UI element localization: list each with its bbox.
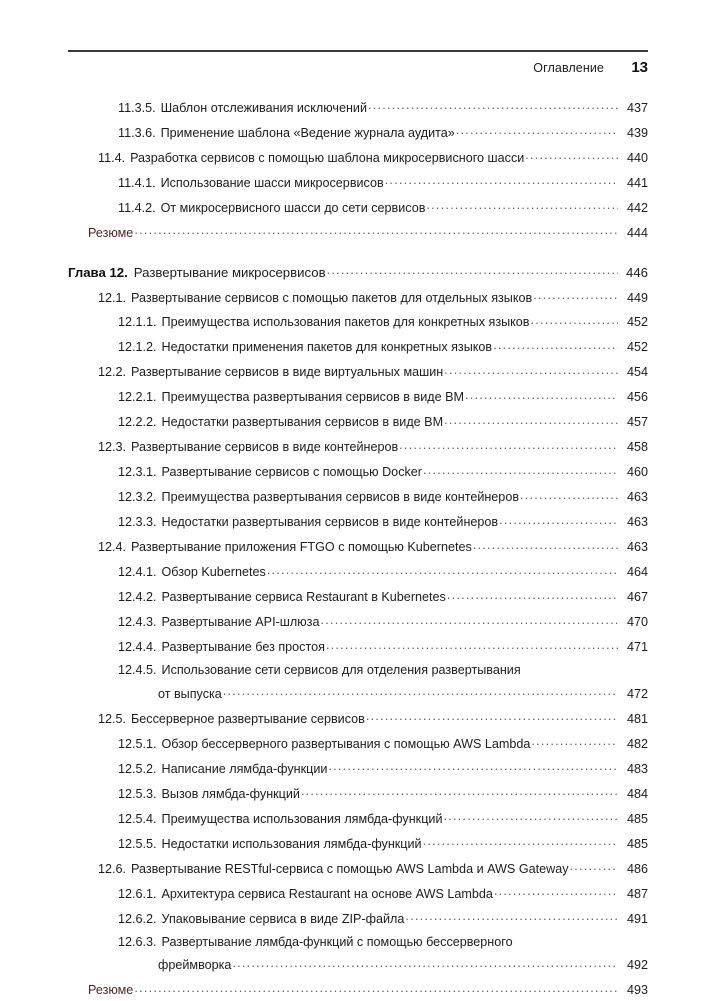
toc-leader-dots xyxy=(232,957,618,969)
toc-page-number: 452 xyxy=(626,315,648,330)
toc-entry-label: Разработка сервисов с помощью шаблона микросервисного шасси xyxy=(130,150,525,165)
toc-entry[interactable] xyxy=(118,339,648,364)
toc-summary-entry[interactable] xyxy=(88,982,648,1001)
toc-page-number: 441 xyxy=(626,175,648,190)
toc-entry[interactable] xyxy=(118,886,648,911)
toc-leader-dots xyxy=(447,589,618,601)
toc-entry-label: Упаковывание сервиса в виде ZIP-файла xyxy=(161,911,405,926)
toc-page-number: 484 xyxy=(626,786,648,801)
toc-leader-dots xyxy=(405,911,618,923)
toc-entry-number: 12.4.5. xyxy=(118,663,157,678)
toc-page-number: 456 xyxy=(626,390,648,405)
table-of-contents-list xyxy=(0,100,709,1001)
toc-entry-number: 12.3.3. xyxy=(118,515,157,530)
toc-entry[interactable] xyxy=(98,861,648,886)
header-title: Оглавление xyxy=(533,61,604,75)
toc-entry[interactable] xyxy=(118,564,648,589)
toc-entry-line-2 xyxy=(118,957,648,972)
toc-entry-number: 12.3.2. xyxy=(118,490,157,505)
toc-entry-label: Резюме xyxy=(88,225,134,240)
toc-entry-number: 12.2.2. xyxy=(118,415,157,430)
toc-entry-label: Развертывание без простоя xyxy=(161,640,325,655)
toc-leader-dots xyxy=(320,614,618,626)
toc-entry-number: 12.5.5. xyxy=(118,836,157,851)
toc-entry-number: 12.4.3. xyxy=(118,615,157,630)
toc-entry[interactable] xyxy=(118,489,648,514)
toc-entry-label: Преимущества использования лямбда-функций xyxy=(161,811,443,826)
toc-entry-number: 11.4.1. xyxy=(118,175,156,190)
toc-leader-dots xyxy=(368,100,618,112)
toc-page-number: 440 xyxy=(626,150,648,165)
toc-page-number: 458 xyxy=(626,440,648,455)
toc-entry-number: 12.2.1. xyxy=(118,390,157,405)
toc-entry-label: Недостатки развертывания сервисов в виде ВМ xyxy=(161,415,444,430)
toc-leader-dots xyxy=(301,786,618,798)
toc-page-number: 463 xyxy=(626,490,648,505)
toc-entry[interactable] xyxy=(118,414,648,439)
toc-entry-label: Развертывание лямбда-функций с помощью бессерверного xyxy=(161,934,513,949)
header-line xyxy=(68,59,648,76)
toc-page-number: 491 xyxy=(626,911,648,926)
toc-entry-label: Вызов лямбда-функций xyxy=(161,786,300,801)
toc-entry-label: Преимущества развертывания сервисов в виде ВМ xyxy=(161,390,464,405)
toc-entry-label: Использование сети сервисов для отделения развертывания xyxy=(161,663,521,678)
toc-leader-dots xyxy=(385,175,618,187)
toc-page-number: 483 xyxy=(626,761,648,776)
toc-entry-label: Развертывание RESTful-сервиса с помощью AWS Lambda и AWS Gateway xyxy=(131,861,569,876)
toc-entry-label: Развертывание микросервисов xyxy=(133,264,326,280)
toc-entry[interactable] xyxy=(118,811,648,836)
toc-entry-number: 11.4.2. xyxy=(118,200,156,215)
toc-entry-number: 12.6.2. xyxy=(118,911,157,926)
toc-page-number: 481 xyxy=(626,711,648,726)
toc-entry-label: Развертывание приложения FTGO с помощью Kubernetes xyxy=(131,540,472,555)
toc-leader-dots xyxy=(493,339,618,351)
toc-leader-dots xyxy=(456,125,618,137)
toc-entry-number: 12.1.2. xyxy=(118,340,157,355)
toc-leader-dots xyxy=(366,711,618,723)
toc-entry-number: 12.4.1. xyxy=(118,565,157,580)
toc-entry-number: 12.3. xyxy=(98,440,127,455)
toc-entry[interactable] xyxy=(98,150,648,175)
toc-entry-label: Использование шасси микросервисов xyxy=(160,175,384,190)
toc-entry-label: Обзор бессерверного развертывания с помощью AWS Lambda xyxy=(161,736,531,751)
toc-entry-line-1 xyxy=(118,936,648,958)
toc-entry-number: 12.1.1. xyxy=(118,315,157,330)
toc-page-number: 457 xyxy=(626,415,648,430)
toc-leader-dots xyxy=(326,639,618,651)
toc-entry-number: 12.6.3. xyxy=(118,934,157,949)
toc-summary-entry[interactable] xyxy=(88,225,648,250)
toc-entry-number: 12.4.2. xyxy=(118,590,157,605)
toc-page-number: 467 xyxy=(626,590,648,605)
toc-leader-dots xyxy=(531,314,618,326)
toc-leader-dots xyxy=(426,200,618,212)
toc-entry[interactable] xyxy=(118,639,648,664)
toc-entry[interactable] xyxy=(118,200,648,225)
toc-leader-dots xyxy=(520,489,618,501)
toc-leader-dots xyxy=(399,439,618,451)
toc-leader-dots xyxy=(423,836,618,848)
toc-page-number: 492 xyxy=(626,958,648,973)
toc-leader-dots xyxy=(444,364,618,376)
toc-leader-dots xyxy=(267,564,618,576)
toc-entry-number: 12.4.4. xyxy=(118,640,157,655)
toc-page-number: 486 xyxy=(626,861,648,876)
toc-entry[interactable] xyxy=(118,100,648,125)
toc-page-number: 485 xyxy=(626,836,648,851)
toc-entry[interactable] xyxy=(98,290,648,315)
toc-page-number: 449 xyxy=(626,290,648,305)
toc-page-number: 472 xyxy=(626,686,648,701)
toc-entry-label: Преимущества использования пакетов для конкретных языков xyxy=(161,315,530,330)
toc-entry-label: Развертывание сервисов с помощью пакетов для отдельных языков xyxy=(131,290,533,305)
toc-leader-dots xyxy=(134,225,618,237)
toc-entry[interactable] xyxy=(118,664,648,711)
toc-leader-dots xyxy=(444,414,618,426)
toc-entry-label: от выпуска xyxy=(158,686,222,701)
toc-page-number: 482 xyxy=(626,736,648,751)
toc-leader-dots xyxy=(525,150,618,162)
toc-entry[interactable] xyxy=(118,175,648,200)
toc-entry-label: Архитектура сервиса Restaurant на основе AWS Lambda xyxy=(161,886,493,901)
toc-page-number: 485 xyxy=(626,811,648,826)
toc-entry-number: 12.5.3. xyxy=(118,786,157,801)
toc-entry[interactable] xyxy=(98,364,648,389)
toc-entry[interactable] xyxy=(118,911,648,936)
toc-page-number: 460 xyxy=(626,465,648,480)
header-page-number: 13 xyxy=(631,59,648,76)
toc-entry-label: Развертывание API-шлюза xyxy=(161,615,320,630)
toc-entry-number: 12.5.2. xyxy=(118,761,157,776)
running-header xyxy=(68,50,648,76)
toc-entry-number: 12.6. xyxy=(98,861,127,876)
toc-entry-label: Применение шаблона «Ведение журнала аудита» xyxy=(160,125,455,140)
toc-entry-number: Глава 12. xyxy=(68,264,128,280)
toc-entry[interactable] xyxy=(118,614,648,639)
toc-page-number: 452 xyxy=(626,340,648,355)
toc-leader-dots xyxy=(473,539,618,551)
toc-entry-label: Недостатки развертывания сервисов в виде контейнеров xyxy=(161,515,499,530)
toc-entry-label: Бессерверное развертывание сервисов xyxy=(131,711,365,726)
toc-entry-number: 11.3.5. xyxy=(118,101,156,115)
toc-entry-label: Написание лямбда-функции xyxy=(161,761,328,776)
toc-entry[interactable] xyxy=(98,439,648,464)
toc-entry-label: Недостатки использования лямбда-функций xyxy=(161,836,422,851)
toc-leader-dots xyxy=(328,761,618,773)
toc-page-number: 437 xyxy=(626,101,648,115)
toc-entry-number: 12.3.1. xyxy=(118,465,157,480)
toc-page-number: 493 xyxy=(626,983,648,998)
toc-entry[interactable] xyxy=(118,936,648,983)
toc-entry[interactable] xyxy=(118,761,648,786)
toc-page-number: 471 xyxy=(626,640,648,655)
toc-leader-dots xyxy=(223,686,618,698)
toc-entry-label: Развертывание сервисов в виде виртуальных машин xyxy=(131,365,444,380)
toc-entry-number: 11.4. xyxy=(98,150,126,165)
toc-entry-label: Шаблон отслеживания исключений xyxy=(160,101,367,115)
toc-entry-label: Недостатки применения пакетов для конкретных языков xyxy=(161,340,493,355)
toc-leader-dots xyxy=(465,389,618,401)
toc-chapter-entry[interactable] xyxy=(68,265,648,290)
toc-entry-label: От микросервисного шасси до сети сервисов xyxy=(160,200,426,215)
toc-entry-number: 12.5.1. xyxy=(118,736,157,751)
toc-entry[interactable] xyxy=(118,125,648,150)
toc-entry[interactable] xyxy=(118,464,648,489)
toc-leader-dots xyxy=(531,736,618,748)
toc-page-number: 470 xyxy=(626,615,648,630)
toc-page-number: 464 xyxy=(626,565,648,580)
toc-entry-number: 12.5. xyxy=(98,711,127,726)
toc-entry-label: Развертывание сервисов с помощью Docker xyxy=(161,465,422,480)
toc-leader-dots xyxy=(499,514,618,526)
toc-page-number: 446 xyxy=(625,264,648,280)
header-rule xyxy=(68,50,648,52)
toc-entry-line-1 xyxy=(118,664,648,686)
toc-leader-dots xyxy=(423,464,618,476)
toc-entry-number: 12.2. xyxy=(98,365,127,380)
toc-entry[interactable] xyxy=(98,539,648,564)
toc-leader-dots xyxy=(494,886,618,898)
toc-entry-line-2 xyxy=(118,686,648,701)
toc-entry-number: 12.6.1. xyxy=(118,886,157,901)
section-spacer xyxy=(0,253,709,265)
toc-entry[interactable] xyxy=(118,589,648,614)
toc-page-number: 454 xyxy=(626,365,648,380)
toc-entry-number: 12.5.4. xyxy=(118,811,157,826)
toc-page-number: 439 xyxy=(626,125,648,140)
toc-entry-label: Обзор Kubernetes xyxy=(161,565,266,580)
toc-entry-number: 11.3.6. xyxy=(118,125,156,140)
toc-leader-dots xyxy=(533,290,618,302)
toc-entry-label: Развертывание сервиса Restaurant в Kubernetes xyxy=(161,590,446,605)
toc-page-number: 442 xyxy=(626,200,648,215)
toc-leader-dots xyxy=(134,982,618,994)
toc-entry[interactable] xyxy=(118,786,648,811)
toc-entry[interactable] xyxy=(118,514,648,539)
toc-entry-label: Резюме xyxy=(88,983,134,998)
toc-entry-number: 12.4. xyxy=(98,540,127,555)
toc-entry-number: 12.1. xyxy=(98,290,127,305)
toc-entry[interactable] xyxy=(118,836,648,861)
toc-page-number: 444 xyxy=(626,225,648,240)
toc-entry-label: фреймворка xyxy=(158,958,232,973)
toc-entry-label: Преимущества развертывания сервисов в виде контейнеров xyxy=(161,490,520,505)
toc-entry-label: Развертывание сервисов в виде контейнеров xyxy=(131,440,399,455)
toc-page-number: 487 xyxy=(626,886,648,901)
toc-entry[interactable] xyxy=(98,711,648,736)
toc-page-number: 463 xyxy=(626,515,648,530)
toc-entry[interactable] xyxy=(118,389,648,414)
toc-entry[interactable] xyxy=(118,736,648,761)
toc-leader-dots xyxy=(327,265,618,277)
toc-entry[interactable] xyxy=(118,314,648,339)
toc-leader-dots xyxy=(443,811,618,823)
toc-page-number: 463 xyxy=(626,540,648,555)
toc-leader-dots xyxy=(570,861,618,873)
